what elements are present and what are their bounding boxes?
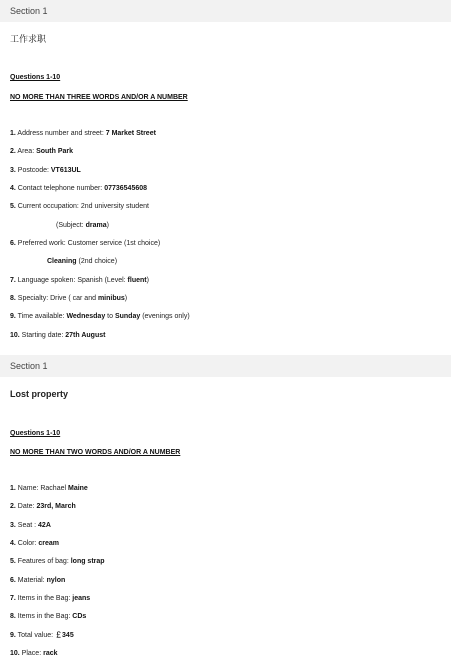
question-item: 10. Starting date: 27th August [10,332,106,339]
question-item: 4. Contact telephone number: 07736545608 [10,185,148,192]
question-item: 7. Items in the Bag: jeans [10,595,91,602]
question-item-continuation: (Subject: drama) [56,222,109,229]
question-item: 8. Specialty: Drive ( car and minibus) [10,295,128,302]
section-label: Section 1 [10,361,48,371]
questions-heading: Questions 1-10 [10,430,61,437]
question-item: 8. Items in the Bag: CDs [10,613,87,620]
question-item: 3. Seat : 42A [10,522,51,529]
question-item: 1. Name: Rachael Maine [10,485,88,492]
instruction-heading: NO MORE THAN THREE WORDS AND/OR A NUMBER [10,94,188,101]
document-title: Lost property [10,389,69,399]
questions-heading: Questions 1-10 [10,74,61,81]
question-item: 6. Material: nylon [10,577,66,584]
question-item: 9. Time available: Wednesday to Sunday (evenings only) [10,313,190,320]
question-item: 4. Color: cream [10,540,60,547]
section-bar [0,0,451,22]
question-item: 7. Language spoken: Spanish (Level: fluent) [10,277,149,284]
section-label: Section 1 [10,6,48,16]
question-item: 9. Total value: ￡345 [10,632,74,639]
question-item: 10. Place: rack [10,650,58,657]
question-item: 1. Address number and street: 7 Market Street [10,130,156,137]
question-item: 3. Postcode: VT613UL [10,167,81,174]
question-item: 5. Features of bag: long strap [10,558,105,565]
question-item: 2. Area: South Park [10,148,74,155]
document-title: 工作求职 [10,34,47,44]
section-bar [0,355,451,377]
question-item-continuation: Cleaning (2nd choice) [47,258,118,265]
question-item: 2. Date: 23rd, March [10,503,76,510]
instruction-heading: NO MORE THAN TWO WORDS AND/OR A NUMBER [10,449,181,456]
question-item: 5. Current occupation: 2nd university student [10,203,149,210]
question-item: 6. Preferred work: Customer service (1st choice) [10,240,161,247]
